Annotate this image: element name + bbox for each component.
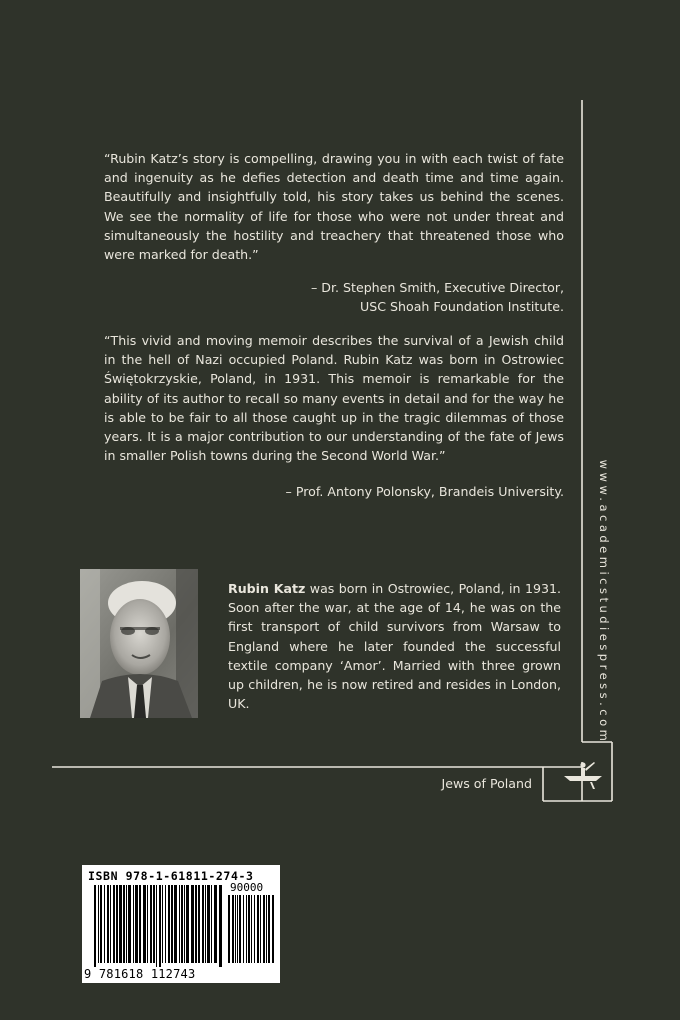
attribution-smith-line1: – Dr. Stephen Smith, Executive Director,	[310, 280, 564, 295]
author-name: Rubin Katz	[228, 581, 306, 596]
author-bio-text: was born in Ostrowiec, Poland, in 1931. Soon after the war, at the age of 14, he was on the first transport of child survivors from Warsaw to England where he later founded the successful textile company ‘Amor’. Married with three grown up children, he is now retired and resides in London, UK.	[228, 581, 561, 712]
boat-icon	[560, 756, 606, 790]
publisher-website[interactable]	[596, 459, 612, 744]
quote-smith: “Rubin Katz’s story is compelling, drawing you in with each twist of fate and ingenuity as he defies detection and death time and time again. Beautifully and insightfully told, his story takes us behind the scenes. We see the normality of life for those who were not under threat and simultaneously the hostility and treachery that threatened those who were marked for death.”	[104, 151, 564, 263]
publisher-website-text: www.academicstudiespress.com	[597, 459, 611, 744]
quote-polonsky: “This vivid and moving memoir describes the survival of a Jewish child in the hell of Nazi occupied Poland. Rubin Katz was born in Ostrowiec Świętokrzyskie, Poland, in 1931. This memoir is remarkable for the ability of its author to recall so many events in detail and for the way he is able to be fair to all those caught up in the tragic dilemmas of those years. It is a major contribution to our understanding of the fate of Jews in smaller Polish towns during the Second World War.”	[104, 333, 564, 464]
attribution-polonsky: – Prof. Antony Polonsky, Brandeis University.	[285, 484, 564, 499]
attribution-smith	[311, 278, 564, 316]
author-photo	[80, 569, 198, 718]
attribution-smith-line2: USC Shoah Foundation Institute.	[360, 299, 564, 315]
series-name: Jews of Poland	[441, 776, 532, 791]
isbn-addon-code: 90000	[230, 881, 264, 894]
isbn-barcode	[82, 865, 280, 983]
isbn-label: ISBN 978-1-61811-274-3	[88, 869, 254, 883]
isbn-digits: 9 781618 112743	[84, 967, 196, 981]
author-bio	[228, 579, 561, 713]
author-portrait-image	[80, 569, 198, 718]
